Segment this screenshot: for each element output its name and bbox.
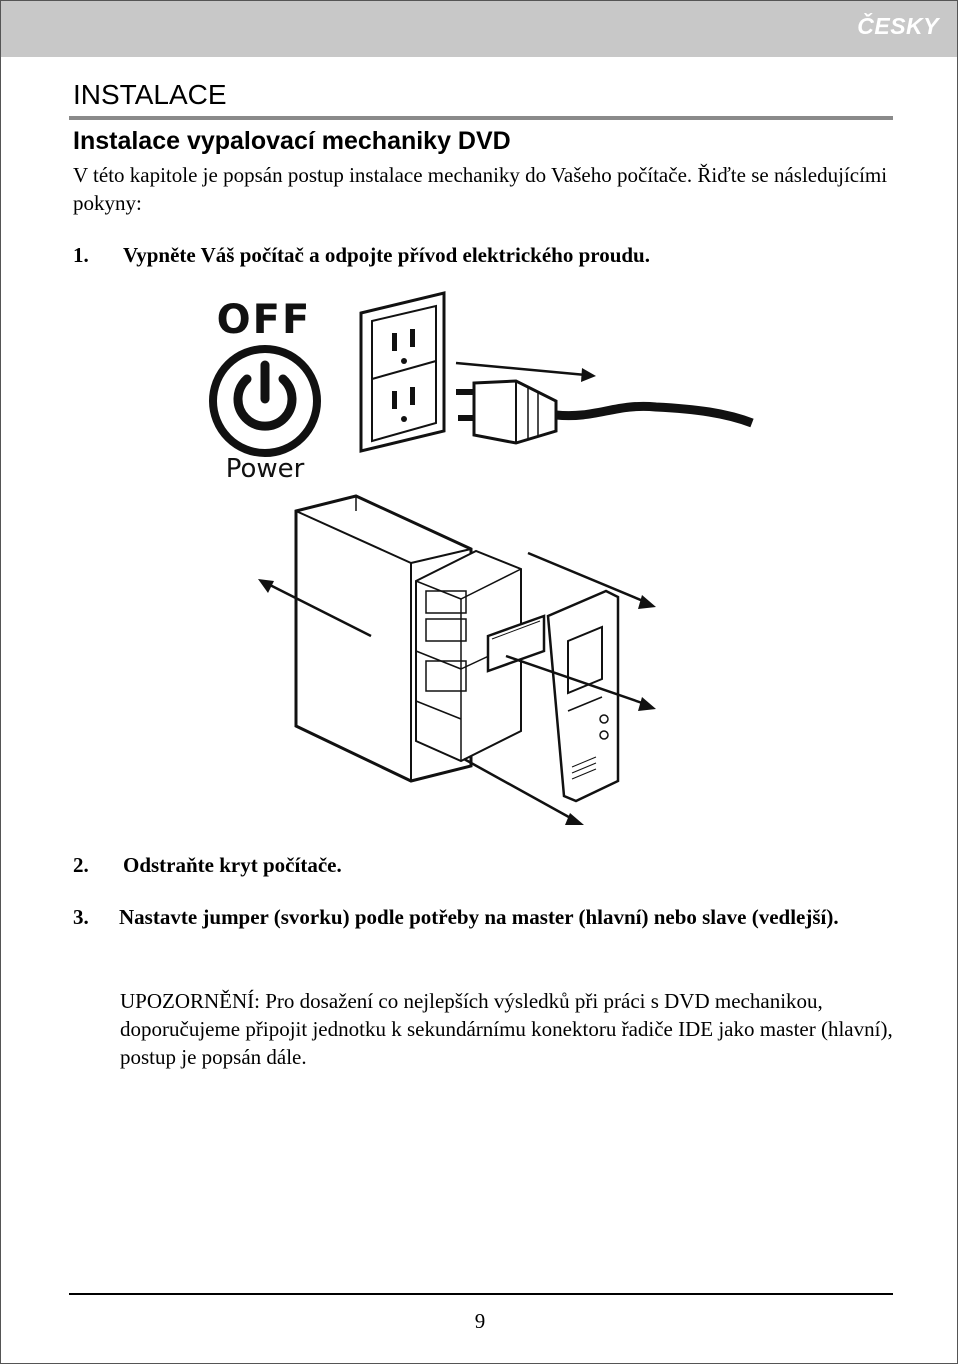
step-number: 2. — [73, 853, 89, 877]
computer-case-illustration — [256, 491, 666, 831]
page-number: 9 — [474, 1309, 486, 1333]
step-number: 1. — [73, 243, 89, 267]
arrow-right-icon — [456, 363, 596, 382]
power-plug-icon — [456, 381, 752, 443]
front-bezel-icon — [548, 591, 618, 801]
off-label: OFF — [216, 297, 312, 343]
subsection-title: Instalace vypalovací mechaniky DVD — [73, 127, 511, 155]
power-off-illustration — [201, 291, 331, 486]
step-text: Vypněte Váš počítač a odpojte přívod elektrického proudu. — [123, 243, 650, 267]
language-label: ČESKY — [857, 13, 939, 39]
note-paragraph: UPOZORNĚNÍ: Pro dosažení co nejlepších výsledků při práci s DVD mechanikou, doporučujeme připojit jednotku k sekundárnímu konektoru řadiče IDE jako master (hlavní), postup je popsán dále. — [120, 989, 893, 1069]
power-label: Power — [225, 454, 305, 484]
section-title: INSTALACE — [73, 79, 227, 110]
section-divider — [69, 116, 893, 120]
step-text: Odstraňte kryt počítače. — [123, 853, 342, 877]
footer-divider — [69, 1293, 893, 1295]
header-bar — [1, 1, 957, 57]
wall-outlet-icon — [361, 293, 444, 451]
step-number: 3. — [73, 905, 89, 929]
intro-paragraph: V této kapitole je popsán postup instalace mechaniky do Vašeho počítače. Řiďte se následujícími pokyny: — [73, 163, 888, 215]
step-text: Nastavte jumper (svorku) podle potřeby na master (hlavní) nebo slave (vedlejší). — [119, 905, 839, 929]
outlet-plug-illustration — [356, 291, 756, 461]
